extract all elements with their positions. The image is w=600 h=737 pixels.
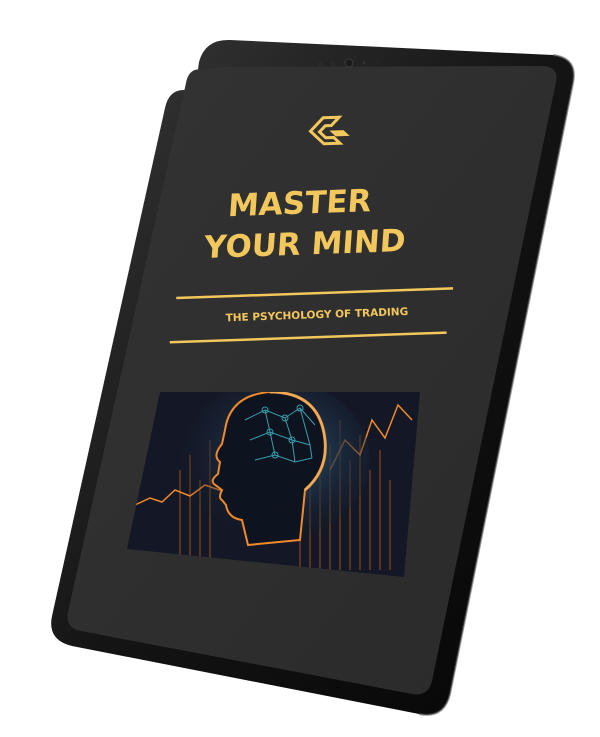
tablet-screen (68, 66, 557, 694)
cover-subtitle: THE PSYCHOLOGY OF TRADING (225, 305, 409, 325)
cover-illustration (127, 380, 420, 577)
cover-title-line1: MASTER (226, 183, 373, 225)
cover-title-line2: YOUR MIND (202, 223, 407, 267)
